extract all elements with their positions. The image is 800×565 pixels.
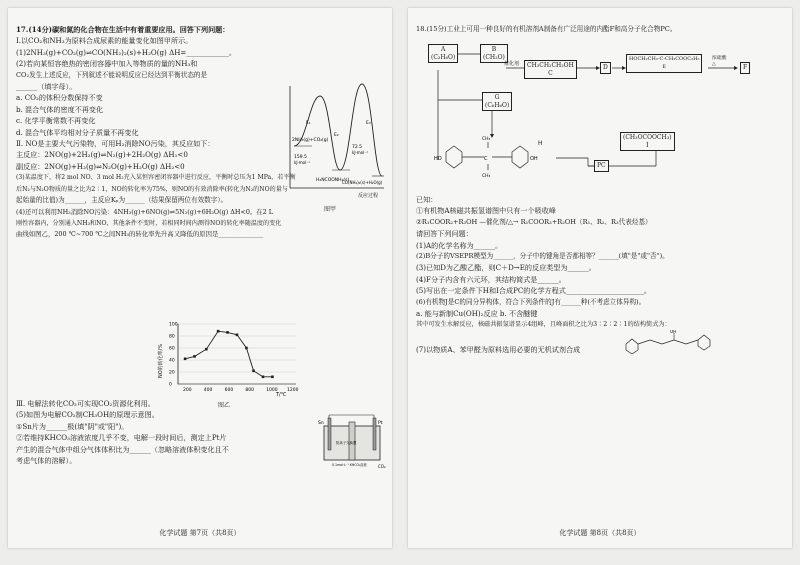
compound-c: CH₃CH₂CH₂OH C xyxy=(524,60,577,79)
q17-part2: Ⅱ. NO是主要大气污染物，可用H₂消除NO污染，其反应如下： xyxy=(16,139,215,149)
q17-sub5-2c: 考虑气体的溶解）。 xyxy=(16,456,77,466)
q18-ask: 请回答下列问题： xyxy=(416,229,473,239)
data-point xyxy=(245,347,248,350)
q18-sub6-options: a. 能与新制Cu(OH)₂反应 b. 不含醚键 xyxy=(416,309,538,319)
jia-label-unit2: kJ·mol⁻¹ xyxy=(352,150,368,155)
membrane-label: 阳离子交换膜 xyxy=(336,441,357,445)
data-point xyxy=(271,376,274,379)
compound-d: D xyxy=(600,62,611,74)
data-point xyxy=(205,348,208,351)
jia-label-e3: E₃ xyxy=(366,121,371,126)
data-point xyxy=(236,334,239,337)
solution-label: 0.1mol·L⁻¹ KHCO₃溶液 xyxy=(332,463,367,467)
q17-sub3b: 后N₂与N₂O物质的量之比为2∶1，NO的转化率为75%，则NO的有效消除率(转化为N₂的NO的量与 xyxy=(16,185,288,193)
q17-sub5-2b: 产生的混合气体中组分气体体积比为______（忽略溶液体积变化且不 xyxy=(16,444,229,454)
q17-sub4c: 曲线如图乙，200 ℃~700 ℃之间NH₃的转化率先升高又降低的原因是______________ xyxy=(16,230,264,239)
svg-text:C: C xyxy=(484,156,488,162)
q17-eq-side: 副反应：2NO(g)+H₂(g)⇌N₂O(g)+H₂O(g) ΔH₂<0 xyxy=(16,161,185,171)
data-point xyxy=(193,355,196,358)
question-17 xyxy=(16,24,296,241)
jia-caption: 图甲 xyxy=(324,206,337,213)
x-tick-label: 200 xyxy=(183,388,192,393)
jia-label-products: CO(NH₂)₂(s)+H₂O(g) xyxy=(342,180,383,185)
q18-known-2: ②R₁COOR₂+R₃OH —催化剂/△→ R₁COOR₃+R₂OH（R₁、R₂、R₃代表烃基） xyxy=(416,217,652,226)
jia-label-unit1: kJ·mol⁻¹ xyxy=(294,160,310,165)
q17-part3-block xyxy=(16,398,229,466)
target-molecule xyxy=(622,330,722,354)
q18-sub4: (4)F分子内含有六元环，其结构简式是______。 xyxy=(416,274,566,284)
conversion-points xyxy=(184,330,274,378)
compound-f: F xyxy=(740,62,750,74)
x-tick-label: 600 xyxy=(224,388,234,393)
y-ticks xyxy=(169,322,178,388)
left-page-footer: 化学试题 第7页（共8页） xyxy=(159,529,241,537)
q17-sub1: (1)2NH₃(g)+CO₂(g)⇌CO(NH₂)₂(s)+H₂O(g) ΔH=____________。 xyxy=(16,47,236,57)
q18-sub1: (1)A的化学名称为______。 xyxy=(416,240,503,250)
svg-text:CH₃: CH₃ xyxy=(482,174,491,179)
q18-sub5: (5)写出在一定条件下H和I合成PC的化学方程式______________________。 xyxy=(416,286,651,296)
q17-part1: Ⅰ.以CO₂和NH₃为原料合成尿素的能量变化如图甲所示。 xyxy=(16,36,193,46)
jia-label-reactants: 2NH₃(g)+CO₂(g) xyxy=(292,138,329,143)
q17-sub4b: 刚性容器内，分别通入NH₃和NO，其他条件不变时，若相同时间内测得NO的转化率随温度的变化 xyxy=(16,219,282,227)
compound-e: HOCH₂CH₂-C-CH₂COOC₂H₅ E xyxy=(626,54,702,73)
compound-i: (CH₃OCOOCH₃) I xyxy=(620,132,675,151)
svg-text:CH₃: CH₃ xyxy=(482,137,491,142)
y-tick-label: 100 xyxy=(169,322,178,328)
jia-x-label: 反应过程 xyxy=(358,193,379,199)
left-page xyxy=(8,8,392,548)
data-point xyxy=(184,358,187,361)
data-point xyxy=(252,370,255,373)
q17-sub3c: 起始量的比值)为______，主反应Kₚ为______（结果保留两位有效数字）。 xyxy=(16,196,228,205)
electrode-sn: Sn xyxy=(318,421,324,426)
q18-sub6-note: 其中可发生水解反应，核磁共振氢谱显示4组峰，且峰面积之比为3∶2∶2∶1的结构简式为： xyxy=(416,321,671,329)
y-tick-label: 20 xyxy=(169,370,175,376)
x-tick-label: 1200 xyxy=(287,388,299,393)
yi-ylabel: NO的转化率/% xyxy=(158,343,164,378)
svg-text:OH: OH xyxy=(530,156,538,162)
question-18-body xyxy=(416,194,671,331)
x-tick-label: 1000 xyxy=(266,388,278,393)
q17-part3: Ⅲ. 电解法转化CO₂可实现CO₂资源化利用。 xyxy=(16,399,155,408)
compound-pc: PC xyxy=(594,160,609,172)
catalyst-label: 催化剂 xyxy=(504,61,520,67)
q17-sub5-2: ②若维持KHCO₃溶液浓度几乎不变，电解一段时间后，测定上Pt片 xyxy=(16,433,227,443)
conversion-line xyxy=(185,331,272,377)
q17-opt-b: b. 混合气体的密度不再变化 xyxy=(16,104,104,114)
svg-text:HO: HO xyxy=(434,156,442,162)
q17-sub5: (5)如图为电解CO₂制CH₃OH的原理示意图。 xyxy=(16,410,159,420)
right-page-footer: 化学试题 第8页（共8页） xyxy=(559,529,641,537)
condition-label: 浓硫酸 △ xyxy=(712,56,727,67)
electrolysis-cell xyxy=(316,414,390,470)
q17-opt-d: d. 混合气体平均相对分子质量不再变化 xyxy=(16,127,139,137)
q17-eq-main: 主反应：2NO(g)+2H₂(g)⇌N₂(g)+2H₂O(g) ΔH₁<0 xyxy=(16,150,188,160)
q18-sub2: (2)B分子的VSEPR模型为______，分子中的键角是否都相等？______(填"是"或"否")。 xyxy=(416,252,669,261)
data-point xyxy=(262,376,265,379)
compound-a: A (C₃H₆O) xyxy=(428,44,458,63)
q17-sub5-1: ①Sn片为______极(填"阴"或"阳")。 xyxy=(16,421,129,431)
yi-xlabel: T/℃ xyxy=(276,392,287,398)
y-tick-label: 0 xyxy=(169,382,172,388)
x-tick-label: 400 xyxy=(203,388,213,393)
q17-sub4: (4)还可以利用NH₃消除NO污染：4NH₃(g)+6NO(g)⇌5N₂(g)+6H₂O(g) ΔH<0。在2 L xyxy=(16,207,274,216)
q18-sub6: (6)有机物J是C的同分异构体，符合下列条件的J有______种(不考虑立体异构)。 xyxy=(416,297,646,306)
compound-b: B (CH₂O) xyxy=(480,44,508,63)
q18-known-1: ①有机物A核磁共振氢谱图中只有一个吸收峰 xyxy=(416,206,556,216)
reaction-scheme xyxy=(416,40,786,190)
no-conversion-chart xyxy=(156,318,306,398)
jia-label-e1: E₁ xyxy=(306,121,311,126)
chart-grid xyxy=(178,324,296,384)
compound-g: G (C₆H₆O) xyxy=(482,92,512,111)
q17-opt-c: c. 化学平衡常数不再变化 xyxy=(16,116,96,126)
jia-label-159: 159.5 xyxy=(294,155,307,160)
q17-title: 17.(14分)碳和氮的化合物在生活中有着重要应用。回答下列问题： xyxy=(16,25,230,34)
q18-title: 18.(15分)工业上可用一种良好的有机溶剂A制备有广泛用途的内酯F和高分子化合物PC。 xyxy=(416,25,677,33)
jia-label-intermediate: H₂NCOONH₄(s) xyxy=(316,178,350,183)
x-tick-label: 800 xyxy=(245,388,254,393)
right-page xyxy=(408,8,792,548)
data-point xyxy=(226,331,229,334)
jia-label-72: 72.5 xyxy=(352,145,363,150)
q17-opt-a: a. CO₂的体积分数保持不变 xyxy=(16,93,103,103)
y-tick-label: 40 xyxy=(169,358,175,364)
co2-label: CO₂ xyxy=(378,464,386,469)
q17-sub3: (3)某温度下，将2 mol NO、3 mol H₂充入某恒容密闭容器中进行反应，平衡时总压为1 MPa，若平衡 xyxy=(16,174,296,182)
yi-caption: 图乙 xyxy=(218,402,231,409)
energy-diagram-jia xyxy=(276,78,388,203)
y-tick-label: 60 xyxy=(169,346,175,352)
svg-text:OH: OH xyxy=(670,330,677,334)
q18-sub3: (3)已知D为乙酸乙酯，则C＋D→E的反应类型为______。 xyxy=(416,263,596,273)
q17-sub2: (2)若向某恒容绝热的密闭容器中加入等物质的量的NH₃和 xyxy=(16,59,198,69)
q18-known: 已知： xyxy=(416,195,438,204)
q18-sub7: (7)以物质A、苯甲醛为原料选用必要的无机试剂合成 xyxy=(416,345,581,354)
chart-axes xyxy=(178,324,296,384)
jia-label-e2: E₂ xyxy=(334,133,339,138)
y-tick-label: 80 xyxy=(169,334,175,340)
data-point xyxy=(217,330,220,333)
q17-sub2b: CO₂发生上述反应，下列叙述不能说明反应已经达到平衡状态的是 xyxy=(16,70,208,79)
q17-sub2c: ______（填字母）。 xyxy=(16,82,77,92)
compound-h: H xyxy=(538,140,543,147)
electrode-pt: Pt xyxy=(378,421,383,426)
